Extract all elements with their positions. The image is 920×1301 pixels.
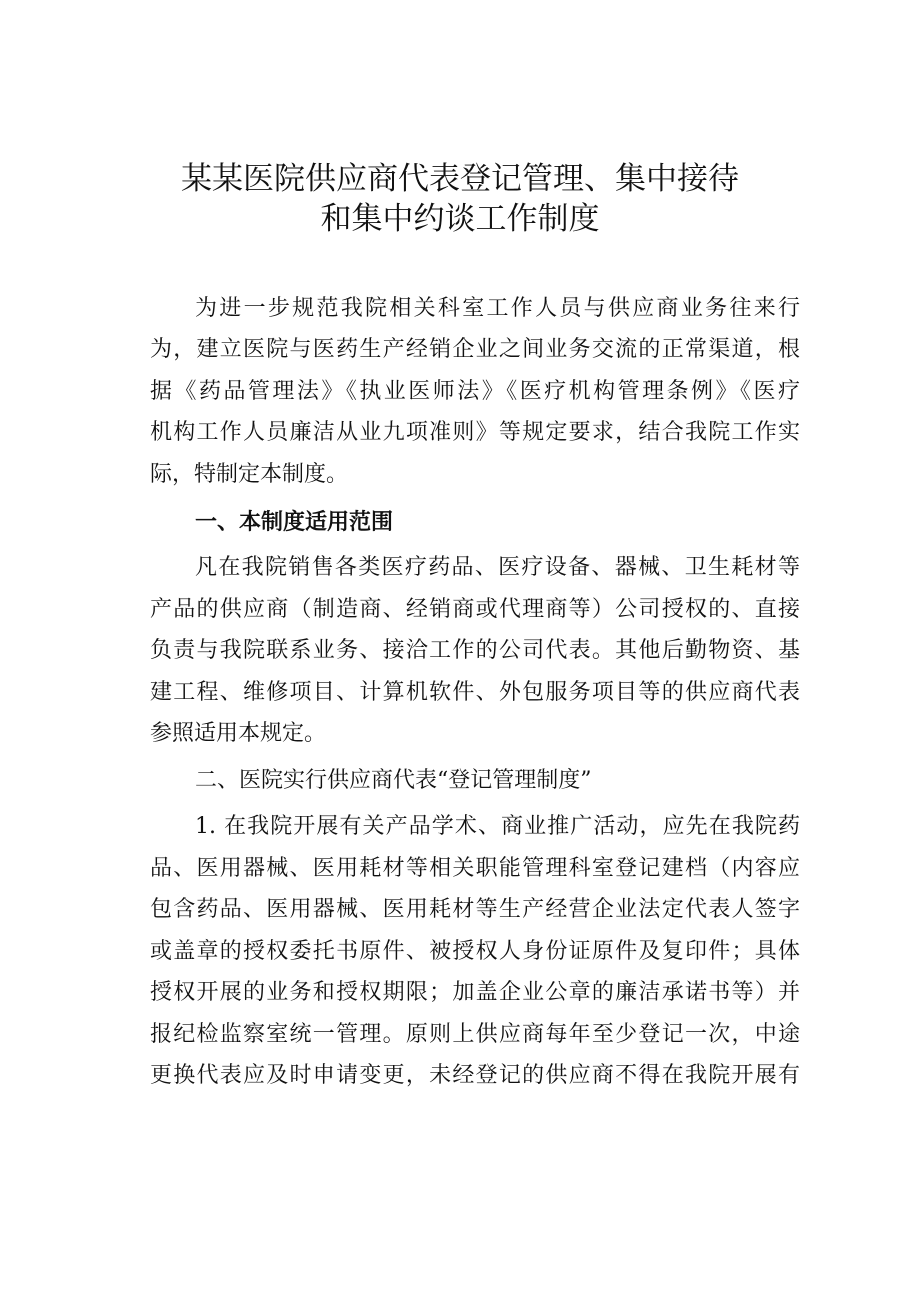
section-1-line-3: 负责与我院联系业务、接洽工作的公司代表。其他后勤物资、基 xyxy=(150,638,800,663)
section-2-line-1: 1. 在我院开展有关产品学术、商业推广活动，应先在我院药 xyxy=(195,814,800,839)
document-title-line-2: 和集中约谈工作制度 xyxy=(320,201,600,237)
section-2-line-3: 包含药品、医用器械、医用耗材等生产经营企业法定代表人签字 xyxy=(150,897,800,922)
document-title-line-1: 某某医院供应商代表登记管理、集中接待 xyxy=(181,161,739,197)
section-2-line-2: 品、医用器械、医用耗材等相关职能管理科室登记建档（内容应 xyxy=(150,856,800,881)
section-1-line-2: 产品的供应商（制造商、经销商或代理商等）公司授权的、直接 xyxy=(150,597,800,622)
intro-line-5: 际，特制定本制度。 xyxy=(150,462,349,487)
intro-line-4: 机构工作人员廉洁从业九项准则》等规定要求，结合我院工作实 xyxy=(150,420,800,445)
section-2-heading: 二、医院实行供应商代表“登记管理制度” xyxy=(195,768,592,793)
section-1-line-5: 参照适用本规定。 xyxy=(150,721,327,746)
intro-line-2: 为，建立医院与医药生产经销企业之间业务交流的正常渠道，根 xyxy=(150,337,800,362)
section-2-line-4: 或盖章的授权委托书原件、被授权人身份证原件及复印件；具体 xyxy=(150,939,800,964)
section-2-line-7: 更换代表应及时申请变更，未经登记的供应商不得在我院开展有 xyxy=(150,1063,800,1088)
section-1-line-4: 建工程、维修项目、计算机软件、外包服务项目等的供应商代表 xyxy=(150,680,800,705)
section-1-heading: 一、本制度适用范围 xyxy=(195,510,394,535)
section-2-line-5: 授权开展的业务和授权期限；加盖企业公章的廉洁承诺书等）并 xyxy=(150,980,800,1005)
section-2-line-6: 报纪检监察室统一管理。原则上供应商每年至少登记一次，中途 xyxy=(150,1022,800,1047)
intro-line-1: 为进一步规范我院相关科室工作人员与供应商业务往来行 xyxy=(195,296,800,321)
section-1-line-1: 凡在我院销售各类医疗药品、医疗设备、器械、卫生耗材等 xyxy=(195,555,800,580)
intro-line-3: 据《药品管理法》《执业医师法》《医疗机构管理条例》《医疗 xyxy=(150,379,800,404)
